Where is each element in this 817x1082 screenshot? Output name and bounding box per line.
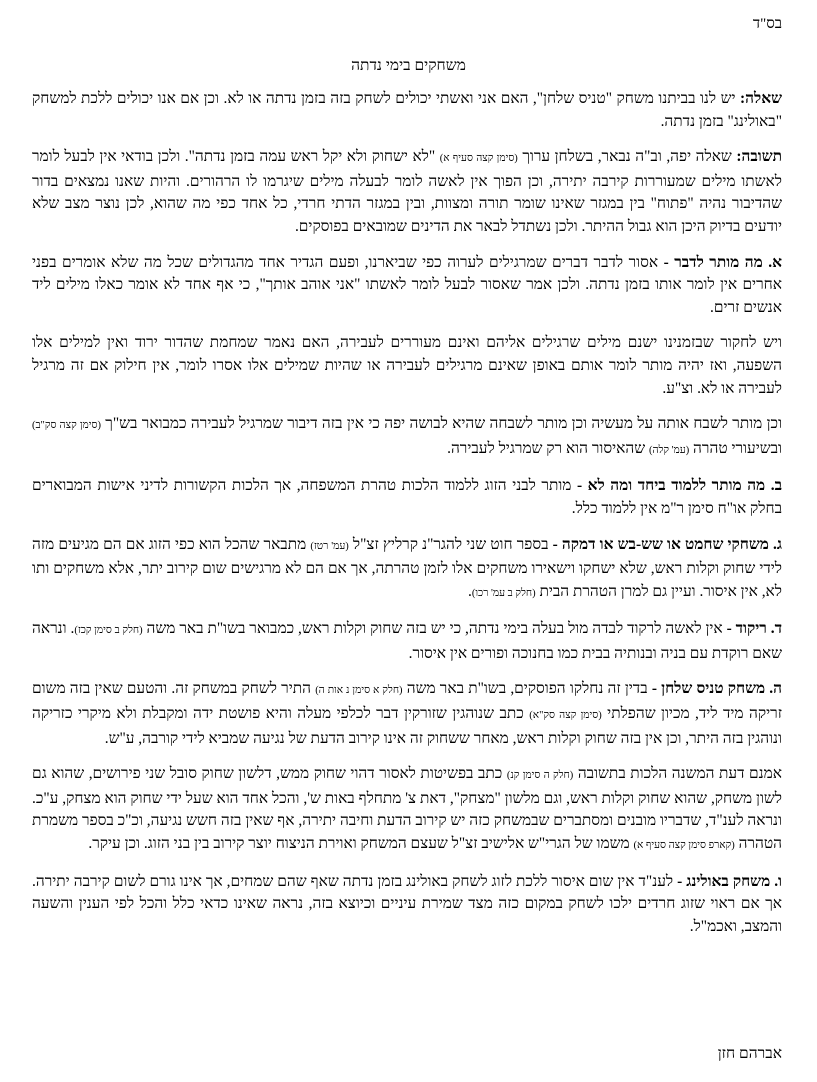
section-a-p3-text-1: וכן מותר לשבח אותה על מעשיה וכן מותר לשבחה שהיא לבושה יפה כי אין בזה דיבור שמרגיל לעבירה כמבואר בש"ך [100,415,783,433]
section-e-text-1: בדין זה נחלקו הפוסקים, בשו"ת באר משה [402,680,652,698]
section-e-ref-1: (חלק א סימן נ אות ה) [315,685,403,697]
answer-text-1: שאלה יפה, וב"ה נבאר, בשלחן ערוך [517,148,737,166]
section-e-paragraph [32,678,782,750]
section-f-text: לענ"ד אין שום איסור ללכת לזוג לשחק באולינג בזמן נדתה שאף שהם שמחים, אך אינו גורם לשום קירבה יתירה. אך אם ראוי שזוג חרדים ילכו לשחק במקום כזה מצד שמירת עיניים וכיוצא בזה, נראה שאינו כדאי כלל והכל לפי הענין והשעה והמצב, ואכמ"ל. [32,872,782,935]
section-e-paragraph-2 [32,763,782,857]
section-a-paragraph-2: ויש לחקור שבזמנינו ישנם מילים שרגילים אליהם ואינם מעוררים לעבירה, האם נאמר שמחמת שהדור ירוד ואין למילים אלו השפעה, ואז יהיה מותר לומר אותם באופן שאינם מרגילים לעבירה או שהיות שמילים אלו אסרו לומר, אין חילוק אם זה מרגיל לעבירה או לא. וצ"ע. [32,334,782,397]
page-title: משחקים בימי נדתה [351,57,466,74]
section-e-p2-ref-1: (חלק ה סימן קנ) [506,770,574,782]
section-a-paragraph-3 [32,413,782,462]
bsd-header: בס"ד [752,16,782,32]
section-c-text-3: . [468,582,472,600]
section-b-text: מותר לבני הזוג ללמוד הלכות טהרת המשפחה, אך הלכות הקשורות לדיני אישות המבוארים בחלק או"ח סימן ר"מ אין ללמוד כלל. [32,477,782,517]
section-e-p2-text-1: אמנם דעת המשנה הלכות בתשובה [573,765,782,783]
section-e-ref-2: (סימן קצה סק"א) [529,710,602,722]
section-c-ref-2: (חלק ב עמ' רכו) [471,587,536,599]
section-e-p2-text-2: כתב בפשיטות לאסור דהוי שחוק ממש, דלשון שחוק סובל שני פירושים, שהוא גם לשון משחק, שהוא שחוק וקלות ראש, וגם מלשון "מצחק", דאת צ' מתחלף באות ש', והכל אחד הוא שעל ידי שחוק הוא מצחק, ע"כ. ונראה לענ"ד, שדבריו מובנים ומסתברים שבמשחק כזה יש קירוב הדעת וחיבה יתירה, אף שאין בזה חשש נגיעה, וכ"כ בספר משמרת הטהרה [32,765,782,853]
section-e-p2-ref-2: (קארפ סימן קצה סעיף א) [633,840,735,852]
answer-text-2: "לא ישחוק ולא יקל ראש עמה בזמן נדתה". ולכן בודאי אין לבעל לומר לאשתו מילים שמעוררות קירבה יתירה, וכן הפוך אין לאשה לומר לבעלה מילים שיגרמו לו הרהורים. והיות שאנו נמצאים בדור שהדיבור נהיה "פתוח" בין במגזר שאינו שומר תורה ומצוות, ובין במגזר הדתי חרדי, כל אחד כפי מה שהוא, לכן נוצר מצב שלא יודעים בדיוק היכן הוא גבול ההיתר. ולכן נשתדל לבאר את הדינים שמובאים בפוסקים. [32,148,782,235]
section-a-label: א. מה מותר לדבר - [663,253,782,271]
section-c-text-2: מתבאר שהכל הוא כפי הזוג אם הם מגיעים מזה לידי שחוק וקלות ראש, שלא ישחקו וישאירו משחקים אלו לזמן טהרתה, אך אם הם לא מרגישים שום קירוב יתר, אלא משחקים ותו לא, אין איסור. ועיין גם למרן הטהרת הבית [32,535,782,600]
section-e-text-3: כתב שנוהגין שזורקין דבר לכלפי מעלה והיא פושטת ידה ומקבלת ולא מיקרי כזריקה ונוהגין בזה היתר, וכן אין בזה שחוק וקלות ראש, מאחר ששחוק זה אינו קירוב הדעת של נגיעה שמביא לידי קורבה, ע"ש. [32,705,782,747]
section-d-ref-1: (חלק ב סימן קכז) [74,625,143,637]
section-d-paragraph [32,618,782,665]
section-e-label: ה. משחק טניס שלחן - [651,680,782,698]
section-c-paragraph [32,534,782,606]
section-a-p3-text-2: ובשיעורי טהרה [689,439,782,457]
answer-paragraph [32,146,782,238]
section-d-text-2: . ונראה שאם רוקדת עם בניה ובנותיה בבית כמו בחנוכה ופורים אין איסור. [32,620,782,662]
section-b-label: ב. מה מותר ללמוד ביחד ומה לא - [576,477,782,495]
answer-ref-1: (סימן קצה סעיף א) [439,153,518,165]
section-a-p3-ref-1: (סימן קצה סק"ב) [32,420,101,432]
section-e-p2-text-3: משמו של הגרי"ש אלישיב זצ"ל שעצם המשחק ואוירת הניצוח יוצר קירוב בין בני הזוג. וכן עיקר. [88,835,634,853]
question-paragraph [32,88,782,133]
section-d-text-1: אין לאשה לרקוד לבדה מול בעלה בימי נדתה, כי יש בזה שחוק וקלות ראש, כמבואר בשו"ת באר משה [142,620,727,638]
author-signature: אברהם חזן [717,1045,782,1062]
section-a-paragraph [32,252,782,320]
section-d-label: ד. ריקוד - [726,620,782,638]
answer-label: תשובה: [736,148,782,166]
section-f-label: ו. משחק באולינג - [677,872,782,890]
section-e-text-2: התיר לשחק במשחק זה. והטעם שאין בזה משום זריקה מיד ליד, מכיון שהפלתי [32,680,782,723]
question-label: שאלה: [740,90,782,107]
section-a-p3-ref-2: (עמ' קלה) [648,444,690,456]
section-c-label: ג. משחקי שחמט או שש-בש או דמקה - [552,535,782,553]
section-f-paragraph [32,871,782,939]
question-text: יש לנו בביתנו משחק "טניס שלחן", האם אני ואשתי יכולים לשחק בזה בזמן נדתה או לא. וכן אם אנו יכולים ללכת למשחק "באולינג" בזמן נדתה. [32,90,782,130]
section-c-text-1: בספר חוט שני להגר"נ קרליץ זצ"ל [348,535,553,553]
section-a-p3-text-3: שהאיסור הוא רק שמרגיל לעבירה. [447,439,649,457]
section-c-ref-1: (עמ' רטז) [310,540,349,552]
section-b-paragraph [32,475,782,520]
section-a-text: אסור לדבר דברים שמרגילים לערוה כפי שביארנו, ופעם הגדיר אחד מהגדולים שכל מה שלא אומרים בפני אחרים אין לומר אותו בזמן נדתה. ולכן אמר שאסור לבעל לומר לאשתו "אני אוהב אותך", כי אף אחד לא אומר כאלו מילים ליד אנשים זרים. [32,253,782,316]
document-body [32,88,782,938]
